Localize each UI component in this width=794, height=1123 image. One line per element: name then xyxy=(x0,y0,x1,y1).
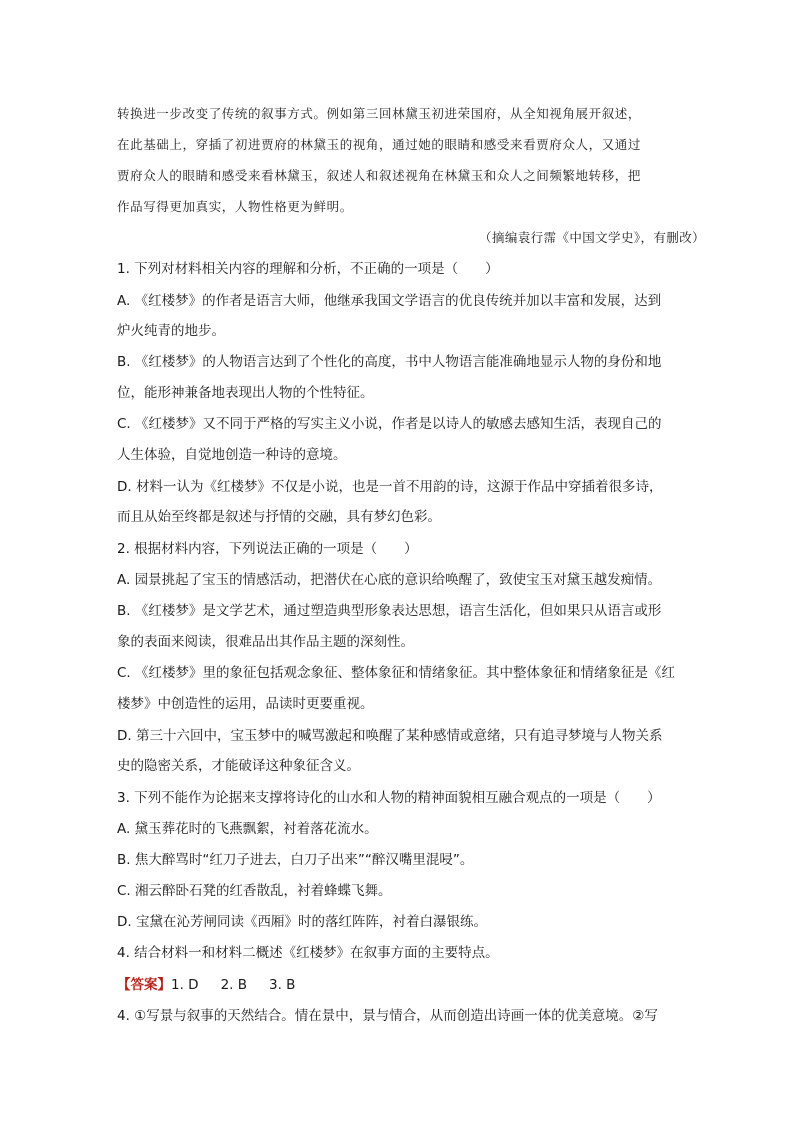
question-2-option-b: B. 《红楼梦》是文学艺术，通过塑造典型形象表达思想，语言生活化，但如果只从语言或形 xyxy=(117,603,662,619)
passage-line: 在此基础上，穿插了初进贾府的林黛玉的视角，通过她的眼睛和感受来看贾府众人，又通过 xyxy=(117,137,642,152)
question-3-option-c: C. 湘云醉卧石凳的红香散乱，衬着蜂蝶飞舞。 xyxy=(117,883,392,899)
question-1-stem: 1. 下列对材料相关内容的理解和分析，不正确的一项是（ ） xyxy=(117,261,499,277)
answer-3: 3. B xyxy=(269,977,296,993)
question-1-option-c: C. 《红楼梦》又不同于严格的写实主义小说，作者是以诗人的敏感去感知生活，表现自己的 xyxy=(117,416,662,432)
source-citation: （摘编袁行霈《中国文学史》，有删改） xyxy=(479,230,705,245)
question-2-option-c-cont: 楼梦》中创造性的运用，品读时更要重视。 xyxy=(117,696,374,712)
answer-1: 1. D xyxy=(171,977,199,993)
question-2-option-b-cont: 象的表面来阅读，很难品出其作品主题的深刻性。 xyxy=(117,634,414,650)
question-1-option-d-cont: 而且从始至终都是叙述与抒情的交融，具有梦幻色彩。 xyxy=(117,509,441,525)
question-1-option-d: D. 材料一认为《红楼梦》不仅是小说，也是一首不用韵的诗，这源于作品中穿插着很多诗， xyxy=(117,479,663,495)
question-2-option-a: A. 园景挑起了宝玉的情感活动，把潜伏在心底的意识给唤醒了，致使宝玉对黛玉越发痴情。 xyxy=(117,572,662,588)
passage-line: 作品写得更加真实，人物性格更为鲜明。 xyxy=(117,199,353,214)
answer-2: 2. B xyxy=(220,977,248,993)
question-3-option-a: A. 黛玉葬花时的飞燕飘絮，衬着落花流水。 xyxy=(117,821,378,837)
answer-4: 4. ①写景与叙事的天然结合。情在景中，景与情合，从而创造出诗画一体的优美意境。②写 xyxy=(117,1008,658,1024)
answer-row xyxy=(117,976,682,994)
question-1-option-c-cont: 人生体验，自觉地创造一种诗的意境。 xyxy=(117,447,347,463)
passage-line: 转换进一步改变了传统的叙事方式。例如第三回林黛玉初进荣国府，从全知视角展开叙述， xyxy=(117,106,642,121)
question-2-option-d: D. 第三十六回中，宝玉梦中的喊骂激起和唤醒了某种感情或意绪，只有追寻梦境与人物关系 xyxy=(117,728,663,744)
question-4-stem: 4. 结合材料一和材料二概述《红楼梦》在叙事方面的主要特点。 xyxy=(117,945,499,961)
question-1-option-b-cont: 位，能形神兼备地表现出人物的个性特征。 xyxy=(117,385,374,401)
question-3-option-d: D. 宝黛在沁芳闸同读《西厢》时的落红阵阵，衬着白瀑银练。 xyxy=(117,914,487,930)
question-1-option-a-cont: 炉火纯青的地步。 xyxy=(117,323,225,339)
answer-label: 【答案】 xyxy=(117,977,171,993)
question-1-option-b: B. 《红楼梦》的人物语言达到了个性化的高度，书中人物语言能准确地显示人物的身份和地 xyxy=(117,354,662,370)
question-3-option-b: B. 焦大醉骂时“红刀子进去，白刀子出来”“醉汉嘴里混唚”。 xyxy=(117,852,474,868)
question-2-option-d-cont: 史的隐密关系，才能破译这种象征含义。 xyxy=(117,758,360,774)
question-2-stem: 2. 根据材料内容，下列说法正确的一项是（ ） xyxy=(117,541,418,557)
question-3-stem: 3. 下列不能作为论据来支撑将诗化的山水和人物的精神面貌相互融合观点的一项是（ ） xyxy=(117,790,661,806)
question-1-option-a: A. 《红楼梦》的作者是语言大师，他继承我国文学语言的优良传统并加以丰富和发展，达到 xyxy=(117,293,662,309)
question-2-option-c: C. 《红楼梦》里的象征包括观念象征、整体象征和情绪象征。其中整体象征和情绪象征是《红 xyxy=(117,665,676,681)
passage-line: 贾府众人的眼睛和感受来看林黛玉，叙述人和叙述视角在林黛玉和众人之间频繁地转移，把 xyxy=(117,168,642,183)
